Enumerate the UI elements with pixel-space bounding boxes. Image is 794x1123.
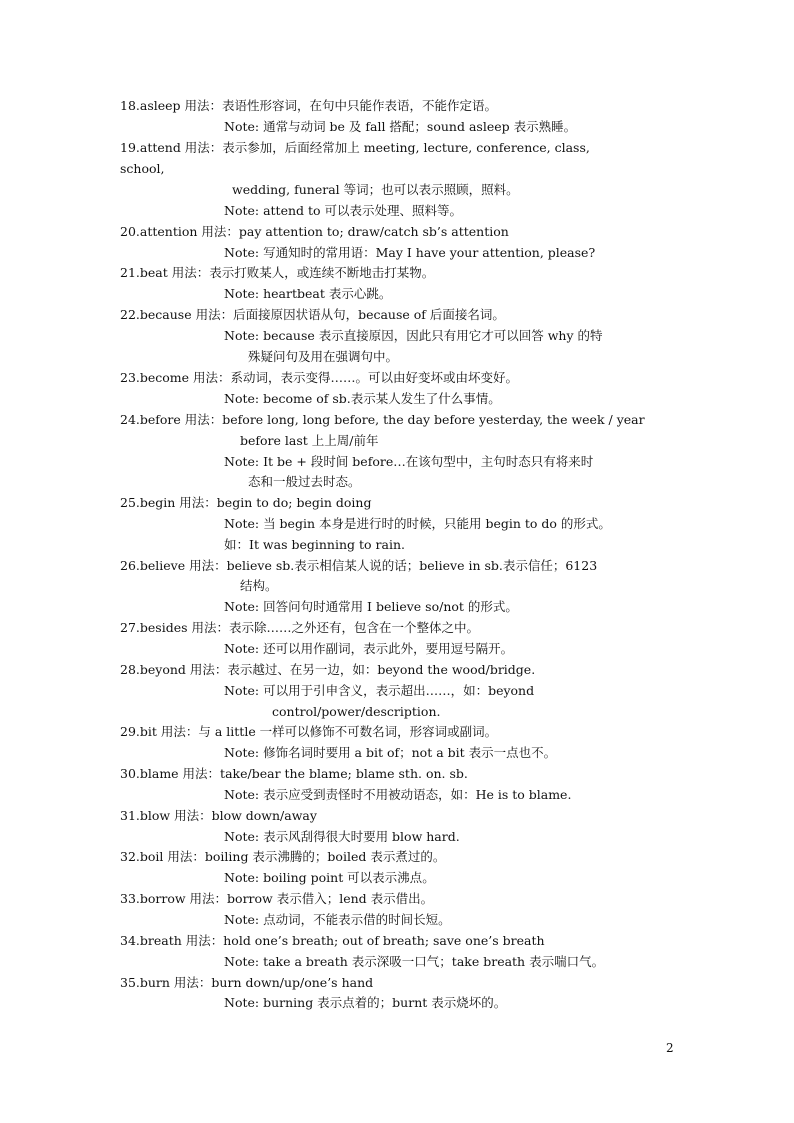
entry-29-usage: 29.bit 用法：与 a little 一样可以修饰不可数名词，形容词或副词。	[120, 724, 498, 739]
entry-34-note: Note: take a breath 表示深吸一口气；take breath 表示喘口气。	[224, 954, 605, 969]
entry-28-note: Note: 可以用于引申含义，表示超出……，如：beyond	[224, 683, 535, 698]
entry-31-note: Note: 表示风刮得很大时要用 blow hard.	[224, 829, 460, 844]
entry-26-usage: 26.believe 用法：believe sb.表示相信某人说的话；believe in sb.表示信任；6123	[120, 558, 598, 573]
entry-23-usage: 23.become 用法：系动词，表示变得……。可以由好变坏或由坏变好。	[120, 370, 519, 385]
entry-18-usage: 18.asleep 用法：表语性形容词，在句中只能作表语，不能作定语。	[120, 98, 498, 113]
entry-30-usage: 30.blame 用法：take/bear the blame; blame sth. on. sb.	[120, 766, 468, 781]
entry-19-note: Note: attend to 可以表示处理、照料等。	[224, 203, 463, 218]
entry-20-note: Note: 写通知时的常用语：May I have your attention, please?	[224, 245, 596, 260]
entry-34-usage: 34.breath 用法：hold one’s breath; out of breath; save one’s breath	[120, 933, 545, 948]
entry-23-note: Note: become of sb.表示某人发生了什么事情。	[224, 391, 501, 406]
entry-35-usage: 35.burn 用法：burn down/up/one’s hand	[120, 975, 374, 990]
entry-26-note: Note: 回答问句时通常用 I believe so/not 的形式。	[224, 599, 518, 614]
entry-33-usage: 33.borrow 用法：borrow 表示借入；lend 表示借出。	[120, 891, 434, 906]
entry-25-example: 如：It was beginning to rain.	[224, 537, 405, 552]
entry-27-note: Note: 还可以用作副词，表示此外，要用逗号隔开。	[224, 641, 514, 656]
page-number: 2	[666, 1041, 674, 1055]
entry-33-note: Note: 点动词，不能表示借的时间长短。	[224, 912, 451, 927]
entry-31-usage: 31.blow 用法：blow down/away	[120, 808, 317, 823]
entry-28-usage: 28.beyond 用法：表示越过、在另一边，如：beyond the wood/bridge.	[120, 662, 536, 677]
entry-21-note: Note: heartbeat 表示心跳。	[224, 286, 392, 301]
entry-27-usage: 27.besides 用法：表示除……之外还有，包含在一个整体之中。	[120, 620, 479, 635]
entry-29-note: Note: 修饰名词时要用 a bit of；not a bit 表示一点也不。	[224, 745, 557, 760]
entry-25-note: Note: 当 begin 本身是进行时的时候，只能用 begin to do 的形式。	[224, 516, 611, 531]
entry-24-usage-cont: before last 上上周/前年	[240, 433, 379, 448]
entry-19-usage-cont: school,	[120, 161, 165, 176]
entry-21-usage: 21.beat 用法：表示打败某人，或连续不断地击打某物。	[120, 265, 435, 280]
entry-20-usage: 20.attention 用法：pay attention to; draw/catch sb’s attention	[120, 224, 509, 239]
entry-22-note: Note: because 表示直接原因，因此只有用它才可以回答 why 的特	[224, 328, 603, 343]
entry-22-note-cont: 殊疑问句及用在强调句中。	[248, 349, 399, 364]
entry-32-usage: 32.boil 用法：boiling 表示沸腾的；boiled 表示煮过的。	[120, 849, 446, 864]
entry-28-note-cont: control/power/description.	[272, 704, 441, 719]
entry-19-usage: 19.attend 用法：表示参加，后面经常加上 meeting, lecture, conference, class,	[120, 140, 590, 155]
entry-24-note-cont: 态和一般过去时态。	[248, 474, 361, 489]
entry-24-note: Note: It be + 段时间 before…在该句型中，主句时态只有将来时	[224, 454, 594, 469]
entry-32-note: Note: boiling point 可以表示沸点。	[224, 870, 435, 885]
entry-25-usage: 25.begin 用法：begin to do; begin doing	[120, 495, 372, 510]
entry-35-note: Note: burning 表示点着的；burnt 表示烧坏的。	[224, 995, 507, 1010]
entry-30-note: Note: 表示应受到责怪时不用被动语态，如：He is to blame.	[224, 787, 572, 802]
entry-26-usage-cont: 结构。	[240, 578, 278, 593]
entry-19-usage-cont2: wedding, funeral 等词；也可以表示照顾，照料。	[232, 182, 519, 197]
entry-22-usage: 22.because 用法：后面接原因状语从句，because of 后面接名词。	[120, 307, 505, 322]
entry-18-note: Note: 通常与动词 be 及 fall 搭配；sound asleep 表示熟睡。	[224, 119, 577, 134]
entry-24-usage: 24.before 用法：before long, long before, the day before yesterday, the week / year	[120, 412, 645, 427]
